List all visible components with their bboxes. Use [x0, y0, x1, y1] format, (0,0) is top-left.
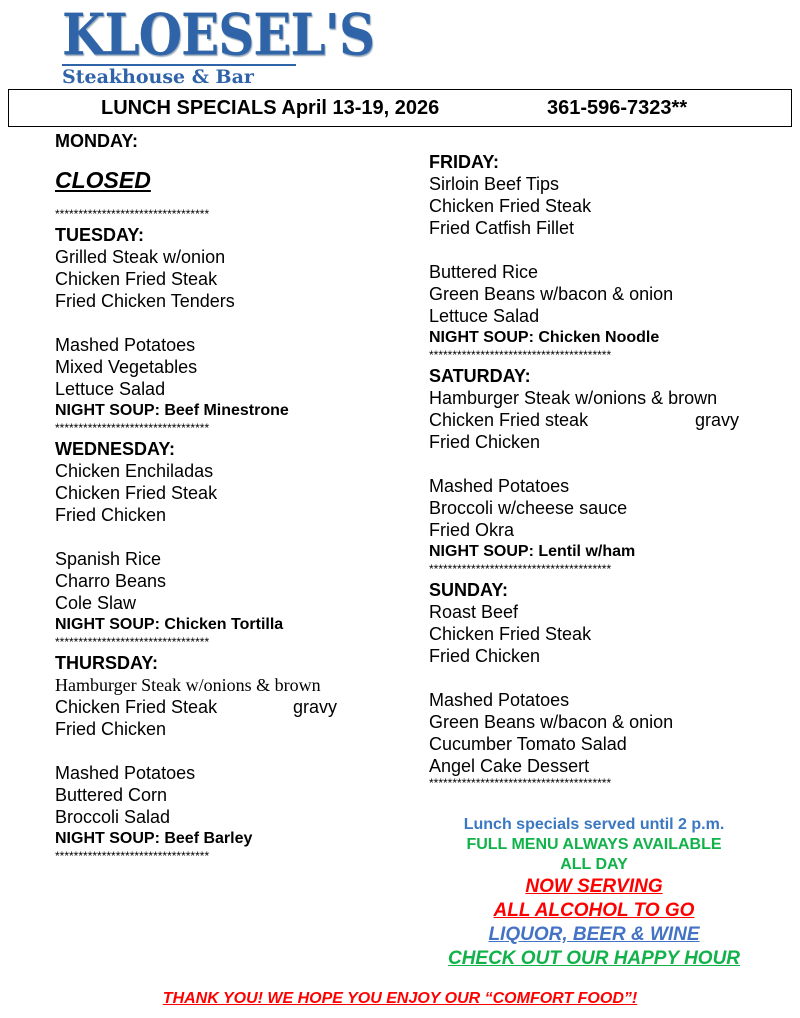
day-sunday: SUNDAY: — [429, 580, 509, 600]
logo-subtitle: Steakhouse & Bar — [62, 66, 254, 88]
menu-item: Hamburger Steak w/onions & brown — [55, 675, 321, 695]
menu-item: Fried Chicken — [429, 432, 541, 452]
menu-item: Chicken Fried Steak — [55, 483, 218, 503]
now-serving-note: NOW SERVING — [525, 876, 663, 897]
side-item: Angel Cake Dessert — [429, 756, 590, 776]
menu-item: Fried Chicken — [55, 505, 167, 525]
side-item: Broccoli Salad — [55, 807, 171, 827]
logo-name: KLOESEL'S — [62, 0, 375, 69]
full-menu-note: FULL MENU ALWAYS AVAILABLE — [466, 836, 722, 853]
side-item: Fried Okra — [429, 520, 515, 540]
menu-item: Roast Beef — [429, 602, 519, 622]
happy-hour-note: CHECK OUT OUR HAPPY HOUR — [447, 948, 741, 969]
separator: ********************************* — [55, 849, 210, 863]
day-thursday: THURSDAY: — [55, 653, 159, 673]
menu-item: Sirloin Beef Tips — [429, 174, 560, 194]
left-column — [55, 130, 338, 866]
separator: ********************************* — [55, 207, 210, 221]
separator: ********************************* — [55, 635, 210, 649]
gravy-note: gravy — [695, 410, 740, 430]
gravy-note: gravy — [293, 697, 338, 717]
side-item: Spanish Rice — [55, 549, 162, 569]
menu-item: Chicken Enchiladas — [55, 461, 214, 481]
side-item: Charro Beans — [55, 571, 167, 591]
logo — [62, 0, 375, 88]
separator: ********************************* — [55, 421, 210, 435]
day-friday: FRIDAY: — [429, 152, 500, 172]
notes-block — [424, 815, 764, 971]
day-monday: MONDAY: — [55, 131, 139, 151]
side-item: Lettuce Salad — [429, 306, 540, 326]
separator: *************************************** — [429, 562, 612, 576]
all-day-note: ALL DAY — [560, 856, 628, 873]
menu-item: Chicken Fried steak — [429, 410, 589, 430]
footer-thanks: THANK YOU! WE HOPE YOU ENJOY OUR “COMFORT FOOD”! — [162, 990, 638, 1007]
night-soup: NIGHT SOUP: Chicken Tortilla — [55, 616, 284, 633]
night-soup: NIGHT SOUP: Beef Barley — [55, 830, 253, 847]
side-item: Lettuce Salad — [55, 379, 166, 399]
side-item: Mashed Potatoes — [429, 476, 570, 496]
monday-status: CLOSED — [55, 167, 151, 193]
side-item: Cole Slaw — [55, 593, 137, 613]
side-item: Mashed Potatoes — [55, 335, 196, 355]
menu-item: Fried Catfish Fillet — [429, 218, 575, 238]
day-wednesday: WEDNESDAY: — [55, 439, 176, 459]
right-column — [429, 151, 740, 793]
side-item: Cucumber Tomato Salad — [429, 734, 627, 754]
side-item: Mixed Vegetables — [55, 357, 198, 377]
side-item: Green Beans w/bacon & onion — [429, 284, 674, 304]
lunch-hours-note: Lunch specials served until 2 p.m. — [463, 816, 725, 833]
day-saturday: SATURDAY: — [429, 366, 531, 386]
night-soup: NIGHT SOUP: Beef Minestrone — [55, 402, 289, 419]
day-tuesday: TUESDAY: — [55, 225, 145, 245]
side-item: Green Beans w/bacon & onion — [429, 712, 674, 732]
separator: *************************************** — [429, 776, 612, 790]
phone-number: 361-596-7323** — [547, 97, 688, 119]
menu-item: Chicken Fried Steak — [55, 269, 218, 289]
menu-item: Fried Chicken — [55, 719, 167, 739]
menu-item: Fried Chicken — [429, 646, 541, 666]
night-soup: NIGHT SOUP: Lentil w/ham — [429, 543, 636, 560]
menu-item: Fried Chicken Tenders — [55, 291, 235, 311]
menu-item: Chicken Fried Steak — [429, 624, 592, 644]
menu-item: Grilled Steak w/onion — [55, 247, 226, 267]
side-item: Buttered Rice — [429, 262, 539, 282]
menu-item: Chicken Fried Steak — [55, 697, 218, 717]
side-item: Buttered Corn — [55, 785, 168, 805]
side-item: Broccoli w/cheese sauce — [429, 498, 628, 518]
menu-item: Chicken Fried Steak — [429, 196, 592, 216]
separator: *************************************** — [429, 348, 612, 362]
side-item: Mashed Potatoes — [55, 763, 196, 783]
liquor-note: LIQUOR, BEER & WINE — [488, 924, 700, 945]
side-item: Mashed Potatoes — [429, 690, 570, 710]
header-box — [8, 89, 792, 127]
menu-item: Hamburger Steak w/onions & brown — [429, 388, 718, 408]
alcohol-to-go-note: ALL ALCOHOL TO GO — [493, 900, 695, 921]
night-soup: NIGHT SOUP: Chicken Noodle — [429, 329, 660, 346]
page-title: LUNCH SPECIALS April 13-19, 2026 — [101, 97, 440, 119]
